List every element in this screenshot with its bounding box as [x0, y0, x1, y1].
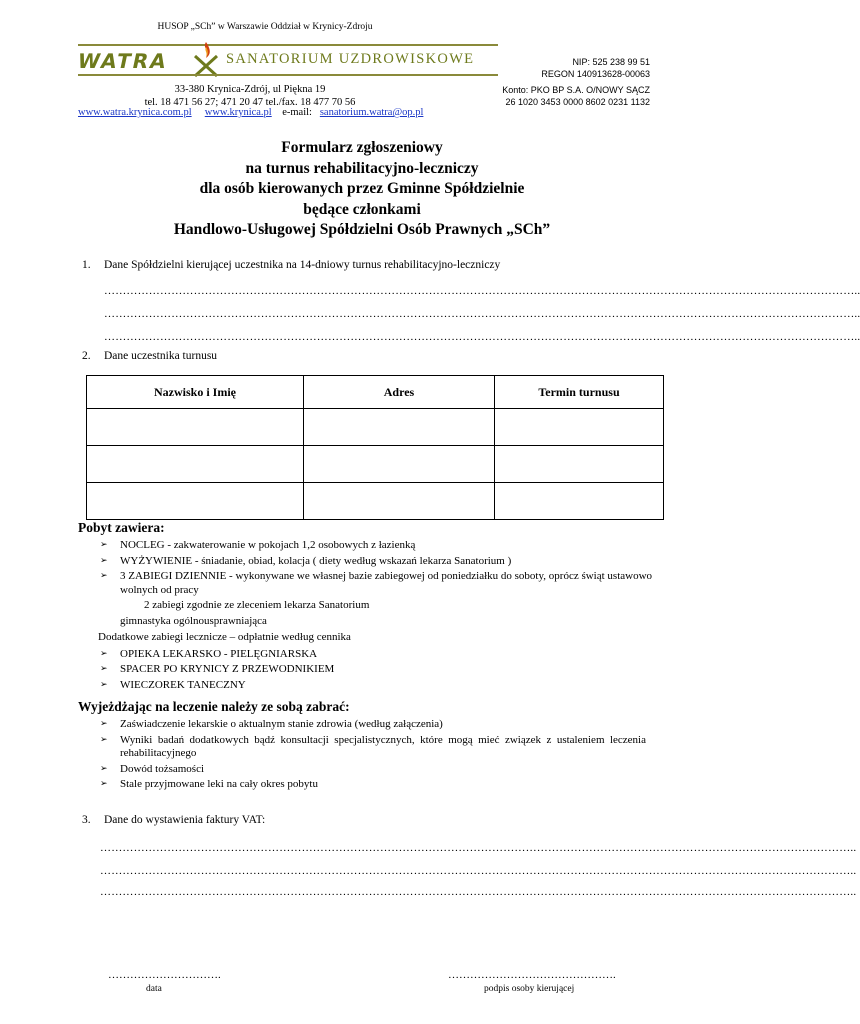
- date-label: data: [146, 984, 162, 994]
- bring-items-list: [98, 718, 646, 794]
- treatment-detail-1: 2 zabiegi zgodnie ze zleceniem lekarza Sanatorium: [144, 599, 370, 611]
- list-item: ➢ Zaświadczenie lekarskie o aktualnym stanie zdrowia (według załączenia): [100, 718, 443, 730]
- arrow-bullet-icon: ➢: [100, 763, 108, 774]
- bank-account-label: Konto: PKO BP S.A. O/NOWY SĄCZ: [502, 85, 650, 95]
- tax-info: [430, 56, 650, 80]
- stay-includes-heading: Pobyt zawiera:: [78, 520, 165, 535]
- phone-numbers: tel. 18 471 56 27; 471 20 47 tel./fax. 18 477 70 56: [144, 97, 356, 108]
- section-3-fill-line-3[interactable]: …………………………………………………………………………………………………………………………………………………………………………………..: [100, 886, 857, 898]
- arrow-bullet-icon: ➢: [100, 571, 108, 581]
- signature-label: podpis osoby kierującej: [484, 984, 575, 994]
- section-3-label: Dane do wystawienia faktury VAT:: [104, 814, 266, 826]
- arrow-bullet-icon: ➢: [100, 779, 108, 789]
- list-item: ➢ OPIEKA LEKARSKO - PIELĘGNIARSKA: [100, 647, 318, 660]
- treatment-detail-2: gimnastyka ogólnousprawniająca: [120, 614, 267, 627]
- arrow-bullet-icon: ➢: [100, 734, 108, 745]
- table-row: [87, 483, 664, 520]
- stay-includes-list: [98, 539, 654, 694]
- section-1-label: Dane Spółdzielni kierującej uczestnika na 14-dniowy turnus rehabilitacyjno-leczniczy: [104, 259, 501, 271]
- table-row: [87, 446, 664, 483]
- section-3-fill-line-1[interactable]: …………………………………………………………………………………………………………………………………………………………………………………..: [100, 842, 857, 854]
- column-header-address: Adres: [304, 376, 495, 409]
- website-link-krynica[interactable]: www.krynica.pl: [204, 107, 272, 118]
- section-3-fill-line-2[interactable]: …………………………………………………………………………………………………………………………………………………………………………………..: [100, 865, 857, 877]
- section-1-number: 1.: [82, 259, 91, 271]
- list-item: ➢ Stale przyjmowane leki na cały okres pobytu: [100, 778, 318, 790]
- column-header-term: Termin turnusu: [495, 376, 664, 409]
- logo-sanatorium-text: SANATORIUM UZDROWISKOWE: [226, 51, 475, 67]
- email-label: e-mail:: [282, 107, 312, 118]
- extra-treatments-note: Dodatkowe zabiegi lecznicze – odpłatnie według cennika: [98, 631, 351, 643]
- table-cell-address[interactable]: [304, 483, 495, 520]
- list-item: ➢ Wyniki badań dodatkowych bądź konsultacji specjalistycznych, które mogą mieć związek z ustaleniem leczenia rehabilitacyjnego: [100, 733, 646, 759]
- email-link[interactable]: sanatorium.watra@op.pl: [319, 107, 424, 118]
- title-line-3: dla osób kierowanych przez Gminne Spółdzielnie: [199, 180, 525, 197]
- arrow-bullet-icon: ➢: [100, 719, 108, 729]
- table-cell-term[interactable]: [495, 483, 664, 520]
- table-cell-name[interactable]: [87, 483, 304, 520]
- date-fill-line[interactable]: ………………………….: [108, 969, 221, 981]
- list-item: ➢ SPACER PO KRYNICY Z PRZEWODNIKIEM: [100, 663, 335, 675]
- bring-items-heading: Wyjeżdżając na leczenie należy ze sobą zabrać:: [78, 699, 350, 714]
- address-block: [0, 83, 500, 109]
- arrow-bullet-icon: ➢: [100, 679, 108, 690]
- website-link-watra[interactable]: www.watra.krynica.com.pl: [78, 107, 192, 118]
- arrow-bullet-icon: ➢: [100, 648, 108, 659]
- list-item: ➢ WYŻYWIENIE - śniadanie, obiad, kolacja ( diety według wskazań lekarza Sanatorium ): [100, 554, 512, 567]
- table-header-row: [87, 376, 664, 409]
- table-cell-name[interactable]: [87, 446, 304, 483]
- list-item: ➢ Dowód tożsamości: [100, 762, 205, 775]
- section-2-number: 2.: [82, 350, 91, 362]
- table-row: [87, 409, 664, 446]
- section-1-fill-line-3[interactable]: …………………………………………………………………………………………………………………………………………………………………………………..: [104, 331, 860, 343]
- fire-emblem-icon: [192, 38, 220, 78]
- title-line-2: na turnus rehabilitacyjno-leczniczy: [245, 159, 479, 177]
- section-1-fill-line-2[interactable]: …………………………………………………………………………………………………………………………………………………………………………………..: [104, 308, 860, 320]
- participant-table: [86, 375, 664, 520]
- regon: REGON 140913628-00063: [541, 69, 650, 79]
- section-3-number: 3.: [82, 814, 91, 826]
- arrow-bullet-icon: ➢: [100, 540, 108, 550]
- nip: NIP: 525 238 99 51: [572, 57, 650, 67]
- title-line-1: Formularz zgłoszeniowy: [281, 139, 443, 156]
- logo-top-rule: [78, 44, 498, 46]
- table-cell-term[interactable]: [495, 446, 664, 483]
- signature-fill-line[interactable]: ……………………………………….: [448, 969, 616, 981]
- table-cell-address[interactable]: [304, 409, 495, 446]
- logo-watra-text: WATRA: [75, 49, 171, 73]
- list-item: ➢ WIECZOREK TANECZNY: [100, 678, 246, 691]
- contact-links: [78, 107, 423, 118]
- list-item: ➢ 3 ZABIEGI DZIENNIE - wykonywane we własnej bazie zabiegowej od poniedziałku do soboty, oprócz świąt ustawowo wolnych od pracy: [100, 570, 653, 596]
- table-cell-term[interactable]: [495, 409, 664, 446]
- section-1-fill-line-1[interactable]: …………………………………………………………………………………………………………………………………………………………………………………..: [104, 285, 860, 297]
- form-title: [0, 138, 724, 241]
- section-2-label: Dane uczestnika turnusu: [104, 350, 218, 362]
- title-line-4: będące członkami: [303, 200, 421, 218]
- table-cell-address[interactable]: [304, 446, 495, 483]
- column-header-name: Nazwisko i Imię: [87, 376, 304, 409]
- organization-line: HUSOP „SCh” w Warszawie Oddział w Krynicy-Zdroju: [157, 22, 373, 32]
- table-cell-name[interactable]: [87, 409, 304, 446]
- bank-account-number: 26 1020 3453 0000 8602 0231 1132: [505, 97, 650, 107]
- arrow-bullet-icon: ➢: [100, 555, 108, 566]
- arrow-bullet-icon: ➢: [100, 664, 108, 674]
- street-address: 33-380 Krynica-Zdrój, ul Piękna 19: [174, 84, 326, 95]
- title-line-5: Handlowo-Usługowej Spółdzielni Osób Prawnych „SCh”: [173, 221, 551, 238]
- list-item: ➢ NOCLEG - zakwaterowanie w pokojach 1,2 osobowych z łazienką: [100, 539, 416, 551]
